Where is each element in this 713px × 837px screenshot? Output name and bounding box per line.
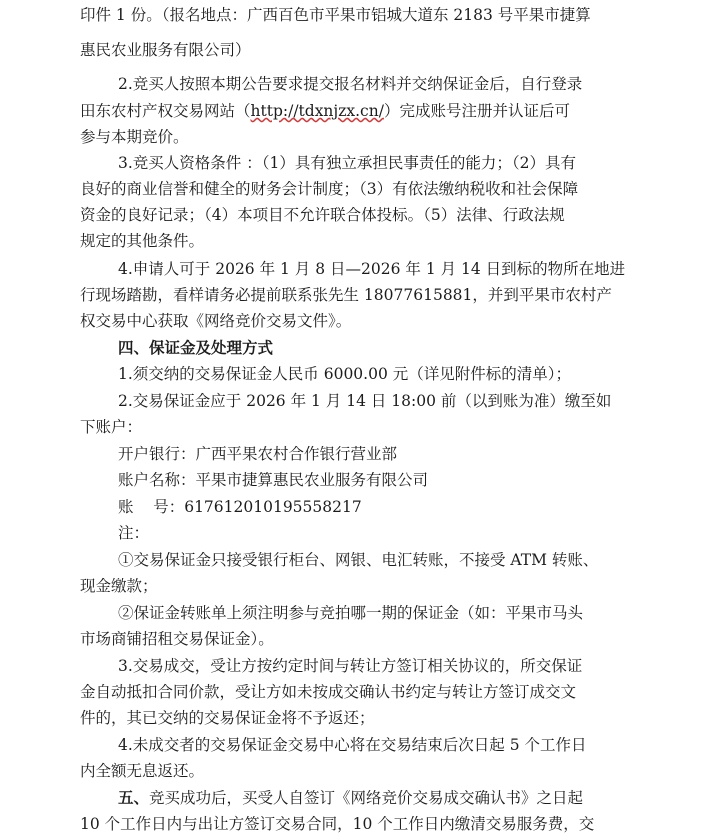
text-line: 现金缴款； <box>80 577 158 595</box>
text-line: 下账户： <box>80 418 143 436</box>
text-line: 规定的其他条件。 <box>80 232 205 250</box>
text-line: 资金的良好记录；（4）本项目不允许联合体投标。（5）法律、行政法规 <box>80 206 565 224</box>
text-line: 参与本期竞价。 <box>80 128 189 146</box>
text-line: 内全额无息返还。 <box>80 762 205 780</box>
bank-name-line: 开户银行：广西平果农村合作银行营业部 <box>118 445 398 463</box>
section-heading: 五、 <box>118 788 150 807</box>
text-line: 件的，其已交纳的交易保证金将不予返还； <box>80 709 375 727</box>
text-line: 3.竞买人资格条件 ：（1）具有独立承担民事责任的能力；（2）具有 <box>118 154 576 172</box>
account-number-line: 账 号：617612010195558217 <box>118 498 362 516</box>
website-link[interactable]: http://tdxnjzx.cn/ <box>250 102 384 120</box>
section-heading: 四、保证金及处理方式 <box>118 338 274 357</box>
text-segment: 竞买成功后，买受人自签订《网络竞价交易成交确认书》之日起 <box>149 789 584 807</box>
text-line: 金自动抵扣合同价款，受让方如未按成交确认书约定与转让方签订成交文 <box>80 683 577 701</box>
text-line: 4.未成交者的交易保证金交易中心将在交易结束后次日起 5 个工作日 <box>118 736 587 754</box>
text-line: 行现场踏勘，看样请务必提前联系张先生 18077615881，并到平果市农村产 <box>80 286 612 304</box>
text-segment: ）完成账号注册并认证后可 <box>383 102 570 120</box>
text-line: 3.交易成交，受让方按约定时间与转让方签订相关协议的，所交保证 <box>118 657 583 675</box>
text-segment: 田东农村产权交易网站（ <box>80 102 251 120</box>
text-line <box>118 785 583 811</box>
note-label: 注： <box>118 524 150 542</box>
text-line: 惠民农业服务有限公司） <box>80 41 251 59</box>
text-line: ①交易保证金只接受银行柜台、网银、电汇转账，不接受 ATM 转账、 <box>118 551 599 569</box>
text-line: 良好的商业信誉和健全的财务会计制度；（3）有依法缴纳税收和社会保障 <box>80 180 579 198</box>
text-line: 1.须交纳的交易保证金人民币 6000.00 元（详见附件标的清单）； <box>118 365 571 383</box>
text-line: 4.申请人可于 2026 年 1 月 8 日—2026 年 1 月 14 日到标的物所在地进 <box>118 260 626 278</box>
text-line: 10 个工作日内与出让方签订交易合同，10 个工作日内缴清交易服务费，交 <box>80 815 595 833</box>
text-line: 印件 1 份。（报名地点：广西百色市平果市铝城大道东 2183 号平果市捷算 <box>80 6 591 24</box>
text-line: 市场商铺招租交易保证金）。 <box>80 630 274 648</box>
account-name-line: 账户名称：平果市捷算惠民农业服务有限公司 <box>118 471 429 489</box>
text-line: ②保证金转账单上须注明参与竞拍哪一期的保证金（如：平果市马头 <box>118 604 584 622</box>
text-line: 2.交易保证金应于 2026 年 1 月 14 日 18:00 前（以到账为准）缴至如 <box>118 392 612 410</box>
text-line: 2.竞买人按照本期公告要求提交报名材料并交纳保证金后，自行登录 <box>118 75 583 93</box>
text-line: 权交易中心获取《网络竞价交易文件》。 <box>80 312 352 330</box>
text-line <box>80 98 570 124</box>
